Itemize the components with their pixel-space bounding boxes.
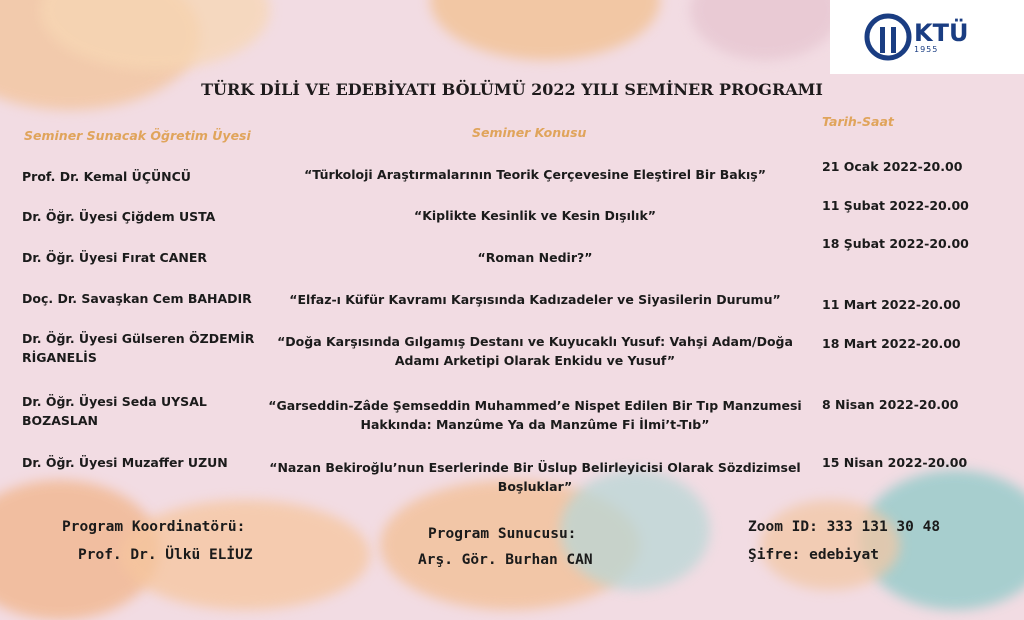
row-7-topic: “Nazan Bekiroğlu’nun Eserlerinde Bir Üslup Belirleyicisi Olarak Sözdizimsel Boşluklar” <box>269 460 801 494</box>
row-2-date: 11 Şubat 2022-20.00 <box>822 198 969 213</box>
row-1-presenter: Prof. Dr. Kemal ÜÇÜNCÜ <box>22 169 191 184</box>
logo-abbreviation: KTÜ <box>914 18 969 47</box>
row-6-date: 8 Nisan 2022-20.00 <box>822 397 959 412</box>
ktu-emblem-icon <box>864 13 912 61</box>
coordinator-name: Prof. Dr. Ülkü ELİUZ <box>78 547 253 563</box>
zoom-id: Zoom ID: 333 131 30 48 <box>748 519 941 535</box>
row-6-presenter: Dr. Öğr. Üyesi Seda UYSAL BOZASLAN <box>22 394 207 428</box>
row-1-topic: “Türkoloji Araştırmalarının Teorik Çerçevesine Eleştirel Bir Bakış” <box>304 167 766 182</box>
row-5-presenter: Dr. Öğr. Üyesi Gülseren ÖZDEMİR RİGANELİS <box>22 331 255 365</box>
header-topic: Seminer Konusu <box>472 125 587 140</box>
page-title: TÜRK DİLİ VE EDEBİYATI BÖLÜMÜ 2022 YILI SEMİNER PROGRAMI <box>201 80 823 99</box>
host-name: Arş. Gör. Burhan CAN <box>418 552 593 568</box>
row-3-date: 18 Şubat 2022-20.00 <box>822 236 969 251</box>
row-7-presenter: Dr. Öğr. Üyesi Muzaffer UZUN <box>22 455 228 470</box>
header-presenter: Seminer Sunacak Öğretim Üyesi <box>24 128 251 143</box>
row-5-topic: “Doğa Karşısında Gılgamış Destanı ve Kuyucaklı Yusuf: Vahşi Adam/Doğa Adamı Arketipi Olarak Enkidu ve Yusuf” <box>277 334 793 368</box>
logo-year: 1955 <box>914 44 939 54</box>
host-label: Program Sunucusu: <box>428 526 577 542</box>
row-4-date: 11 Mart 2022-20.00 <box>822 297 961 312</box>
header-datetime: Tarih-Saat <box>822 114 894 129</box>
ktu-logo <box>830 0 1024 74</box>
row-2-presenter: Dr. Öğr. Üyesi Çiğdem USTA <box>22 209 216 224</box>
row-4-topic: “Elfaz-ı Küfür Kavramı Karşısında Kadızadeler ve Siyasilerin Durumu” <box>289 292 781 307</box>
row-2-topic: “Kiplikte Kesinlik ve Kesin Dışılık” <box>413 208 656 223</box>
row-3-presenter: Dr. Öğr. Üyesi Fırat CANER <box>22 250 207 265</box>
coordinator-label: Program Koordinatörü: <box>62 519 246 535</box>
row-4-presenter: Doç. Dr. Savaşkan Cem BAHADIR <box>22 291 252 306</box>
row-3-topic: “Roman Nedir?” <box>477 250 593 265</box>
row-7-date: 15 Nisan 2022-20.00 <box>822 455 968 470</box>
row-1-date: 21 Ocak 2022-20.00 <box>822 159 963 174</box>
row-5-date: 18 Mart 2022-20.00 <box>822 336 961 351</box>
row-6-topic: “Garseddin-Zâde Şemseddin Muhammed’e Nispet Edilen Bir Tıp Manzumesi Hakkında: Manzûme Ya da Manzûme Fi İlmi’t-Tıb” <box>268 398 802 432</box>
zoom-password: Şifre: edebiyat <box>748 547 879 563</box>
